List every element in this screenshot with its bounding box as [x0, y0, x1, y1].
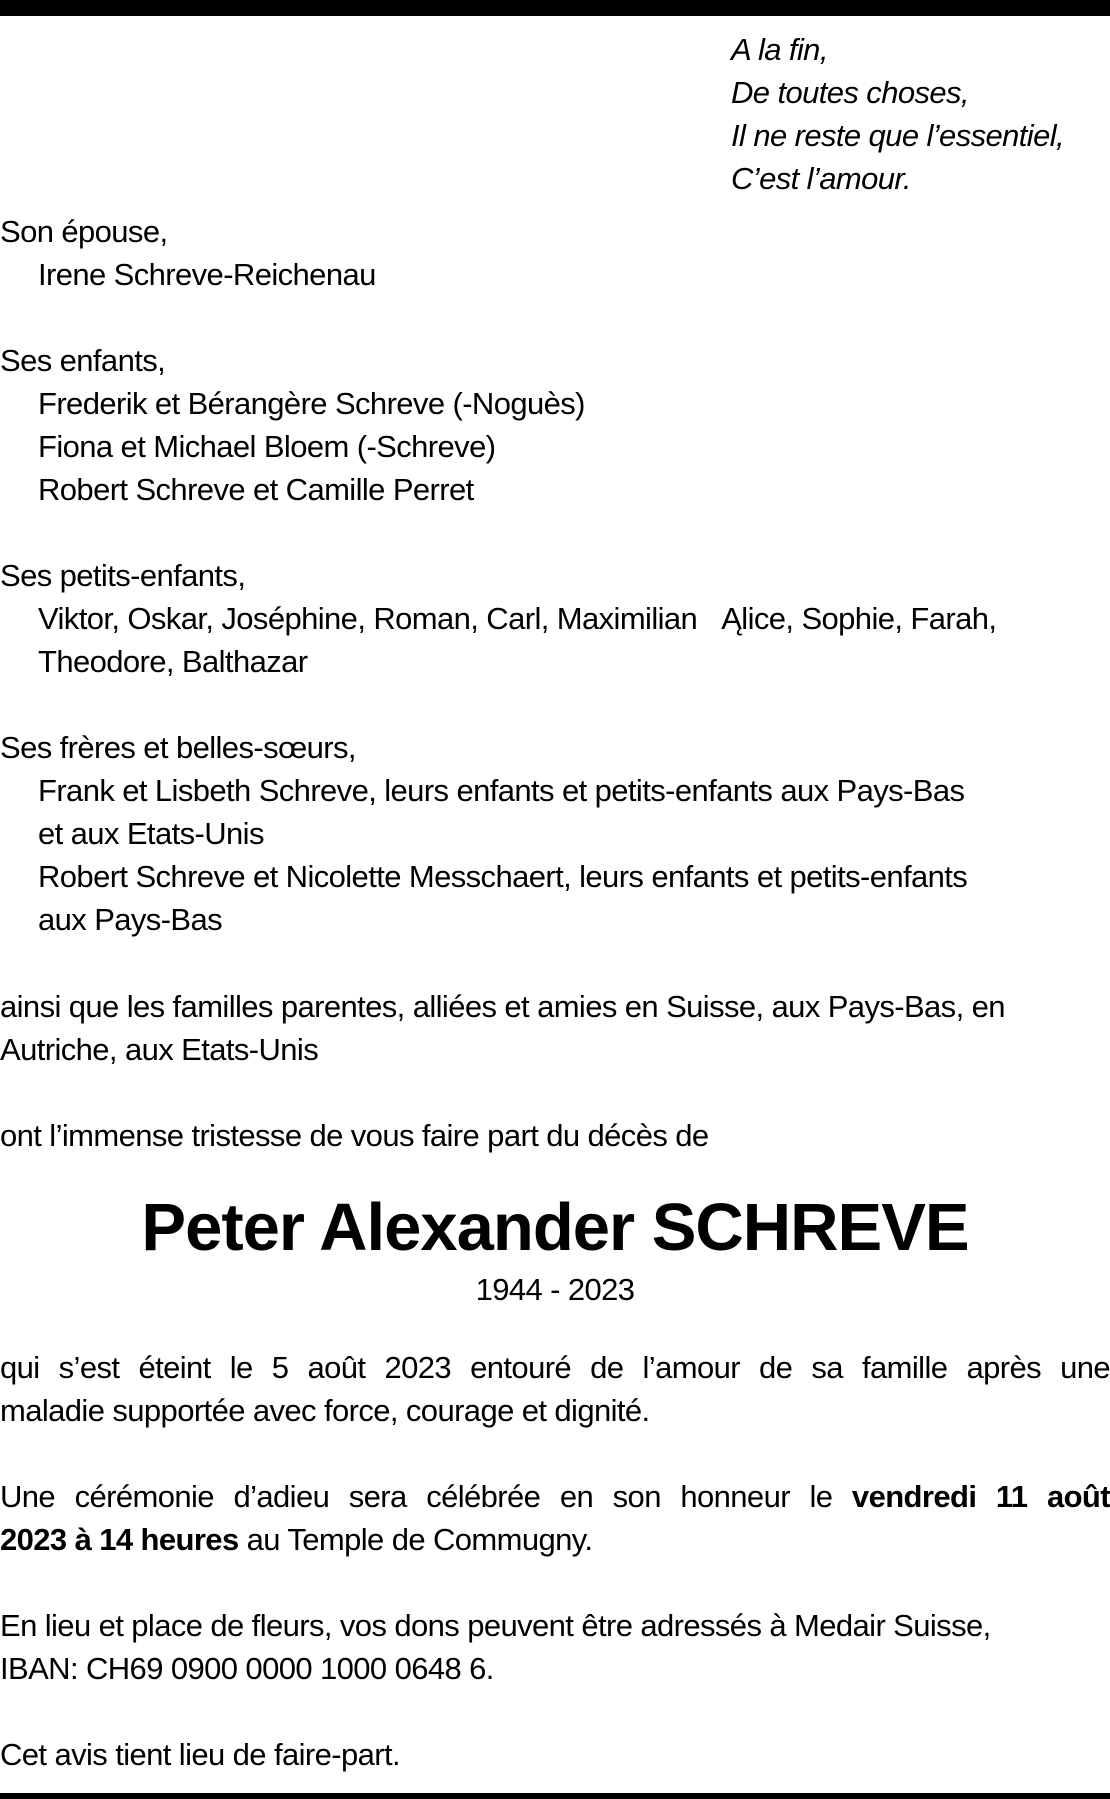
child-name: Fiona et Michael Bloem (-Schreve): [38, 429, 496, 464]
ceremony-location: au Temple de Commugny.: [246, 1522, 593, 1557]
spouse-name: Irene Schreve-Reichenau: [38, 257, 376, 292]
spouse-section: [0, 210, 1110, 296]
deceased-name: Peter Alexander SCHREVE: [141, 1190, 969, 1265]
child-name: Frederik et Bérangère Schreve (-Noguès): [38, 386, 585, 421]
children-section: [0, 339, 1110, 511]
passing-line: qui s’est éteint le 5 août 2023 entouré de l’amour de sa famille après une: [0, 1350, 1110, 1385]
families-line: ainsi que les familles parentes, alliées et amies en Suisse, aux Pays-Bas, en: [0, 989, 1005, 1024]
poem-line: De toutes choses,: [731, 75, 969, 110]
spouse-heading: Son épouse,: [0, 214, 168, 249]
grandchildren-line: Viktor, Oskar, Joséphine, Roman, Carl, Maximilian Ąlice, Sophie, Farah,: [38, 601, 997, 636]
ceremony-date: vendredi 11 août: [851, 1479, 1110, 1514]
donations-paragraph: [0, 1604, 1110, 1690]
grandchildren-section: [0, 554, 1110, 683]
donations-line: IBAN: CH69 0900 0000 1000 0648 6.: [0, 1651, 494, 1686]
grandchildren-heading: Ses petits-enfants,: [0, 558, 246, 593]
closing-paragraph: [0, 1733, 1110, 1776]
ceremony-line-1: [0, 1475, 1110, 1518]
announcement-line: ont l’immense tristesse de vous faire part du décès de: [0, 1118, 709, 1153]
announcement-paragraph: [0, 1114, 1110, 1157]
families-line: Autriche, aux Etats-Unis: [0, 1032, 319, 1067]
sibling-line: et aux Etats-Unis: [38, 816, 264, 851]
siblings-heading: Ses frères et belles-sœurs,: [0, 730, 356, 765]
siblings-section: [0, 726, 1110, 941]
sibling-line: aux Pays-Bas: [38, 902, 223, 937]
passing-paragraph: [0, 1346, 1110, 1432]
ceremony-paragraph: [0, 1475, 1110, 1561]
poem-line: Il ne reste que l’essentiel,: [731, 118, 1065, 153]
child-name: Robert Schreve et Camille Perret: [38, 472, 474, 507]
ceremony-time: 2023 à 14 heures: [0, 1522, 239, 1557]
poem-line: A la fin,: [731, 32, 828, 67]
poem-line: C’est l’amour.: [731, 161, 911, 196]
grandchildren-line: Theodore, Balthazar: [38, 644, 308, 679]
bottom-rule: [0, 1793, 1110, 1799]
passing-line: maladie supportée avec force, courage et dignité.: [0, 1393, 650, 1428]
donations-line: En lieu et place de fleurs, vos dons peuvent être adressés à Medair Suisse,: [0, 1608, 991, 1643]
top-rule: [0, 0, 1110, 16]
children-heading: Ses enfants,: [0, 343, 166, 378]
epigraph-poem: [731, 28, 1064, 200]
sibling-line: Robert Schreve et Nicolette Messchaert, leurs enfants et petits-enfants: [38, 859, 968, 894]
ceremony-text: Une cérémonie d’adieu sera célébrée en son honneur le: [0, 1479, 833, 1514]
families-paragraph: [0, 985, 1110, 1071]
deceased-years: 1944 - 2023: [475, 1272, 635, 1307]
sibling-line: Frank et Lisbeth Schreve, leurs enfants et petits-enfants aux Pays-Bas: [38, 773, 965, 808]
ceremony-line-2: [0, 1518, 1110, 1561]
closing-line: Cet avis tient lieu de faire-part.: [0, 1737, 401, 1772]
